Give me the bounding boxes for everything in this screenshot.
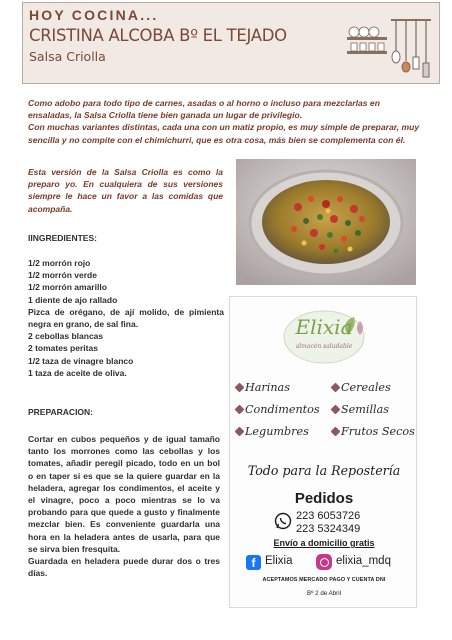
page-title: CRISTINA ALCOBA Bº EL TEJADO <box>29 26 287 45</box>
recipe-name: Salsa Criolla <box>29 49 106 64</box>
phone-number[interactable]: 223 5324349 <box>296 523 361 535</box>
salsa-bowl-image <box>236 159 416 285</box>
preparation-paragraph-2: Guardada en heladera puede durar dos o tres días. <box>28 556 220 579</box>
brand-tagline: almacén saludable <box>295 343 353 350</box>
list-item: 2 cebollas blancas <box>28 331 104 342</box>
diamond-bullet-icon <box>331 427 341 437</box>
category-item: Frutos Secos <box>332 425 415 438</box>
elixia-logo <box>276 307 372 367</box>
list-item: 1/2 taza de vinagre blanco <box>28 355 134 366</box>
diamond-bullet-icon <box>235 405 245 415</box>
facebook-icon[interactable]: f <box>246 555 261 570</box>
facebook-link[interactable]: Elixia <box>265 555 293 567</box>
list-item: Pizca de orégano, de ají molido, de pimienta negra en grano, de sal fina. <box>28 306 224 330</box>
header-banner <box>22 2 440 84</box>
preparation-title: PREPARACION: <box>28 407 94 417</box>
ad-slogan: Todo para la Repostería <box>247 463 401 478</box>
intro-paragraph-1: Como adobo para todo tipo de carnes, asadas o al horno o incluso para mezclarlas en ensaladas, la Salsa Criolla tiene bien ganada un lugar de privilegio. <box>28 98 380 121</box>
instagram-link[interactable]: elixia_mdq <box>336 555 391 567</box>
phone-numbers <box>296 510 360 536</box>
phone-number[interactable]: 223 6053726 <box>296 510 361 522</box>
list-item: 1/2 morrón amarillo <box>28 282 107 293</box>
kitchen-utensils-illustration-icon <box>347 17 433 81</box>
delivery-note: Envío a domicilio gratis <box>273 538 375 548</box>
instagram-icon[interactable] <box>316 554 332 570</box>
lead-paragraph: Esta versión de la Salsa Criolla es como la preparo yo. En cualquiera de sus versiones siempre le hace un favor a las comidas que acompaña. <box>28 167 223 214</box>
preparation-paragraph-1: Cortar en cubos pequeños y de igual tamaño tanto los morrones como las cebollas y los tomates, añadir peregil picado, todo en un bol o en taper si es que se la quiere guardar en la heladera, agregar los condimentos, el aceite y el vinagre, poco a poco mientras se lo va probando para que quede a gusto y finalmente mezclar bien. Es conveniente guardarla una hora en la heladera antes de usarla, para que se sirva bien fresquita. <box>28 434 220 554</box>
category-item: Legumbres <box>236 425 309 438</box>
category-item: Harinas <box>236 381 290 394</box>
diamond-bullet-icon <box>235 383 245 393</box>
category-item: Cereales <box>332 381 391 394</box>
ingredients-list <box>28 257 224 379</box>
store-address: Bº 2 de Abril <box>307 590 341 597</box>
social-links <box>246 554 416 574</box>
orders-label: Pedidos <box>294 490 354 507</box>
list-item: 1/2 morrón rojo <box>28 258 91 268</box>
payment-note: ACEPTAMOS MERCADO PAGO Y CUENTA DNI <box>262 577 386 583</box>
header-kicker: HOY COCINA... <box>29 7 159 23</box>
preparation-text <box>28 433 220 579</box>
list-item: 2 tomates peritas <box>28 343 98 354</box>
intro-paragraph-2: Con muchas variantes distintas, cada una con un matiz propio, es muy simple de preparar, muy sencilla y no compite con el chimichurri, que es otra cosa, más bien se complementa con él. <box>28 122 420 145</box>
elixia-ad-flyer <box>229 296 417 608</box>
category-item: Condimentos <box>236 403 320 416</box>
lead-block <box>28 166 223 215</box>
list-item: 1/2 morrón verde <box>28 270 97 281</box>
category-item: Semillas <box>332 403 389 416</box>
salsa-bowl-photo <box>236 159 416 285</box>
list-item: 1 taza de aceite de oliva. <box>28 367 127 378</box>
intro-text <box>28 97 426 146</box>
ingredients-title: IINGREDIENTES: <box>28 233 97 243</box>
whatsapp-icon <box>274 512 292 530</box>
diamond-bullet-icon <box>331 405 341 415</box>
diamond-bullet-icon <box>235 427 245 437</box>
brand-name: Elixia <box>295 315 353 339</box>
diamond-bullet-icon <box>331 383 341 393</box>
list-item: 1 diente de ajo rallado <box>28 294 118 305</box>
